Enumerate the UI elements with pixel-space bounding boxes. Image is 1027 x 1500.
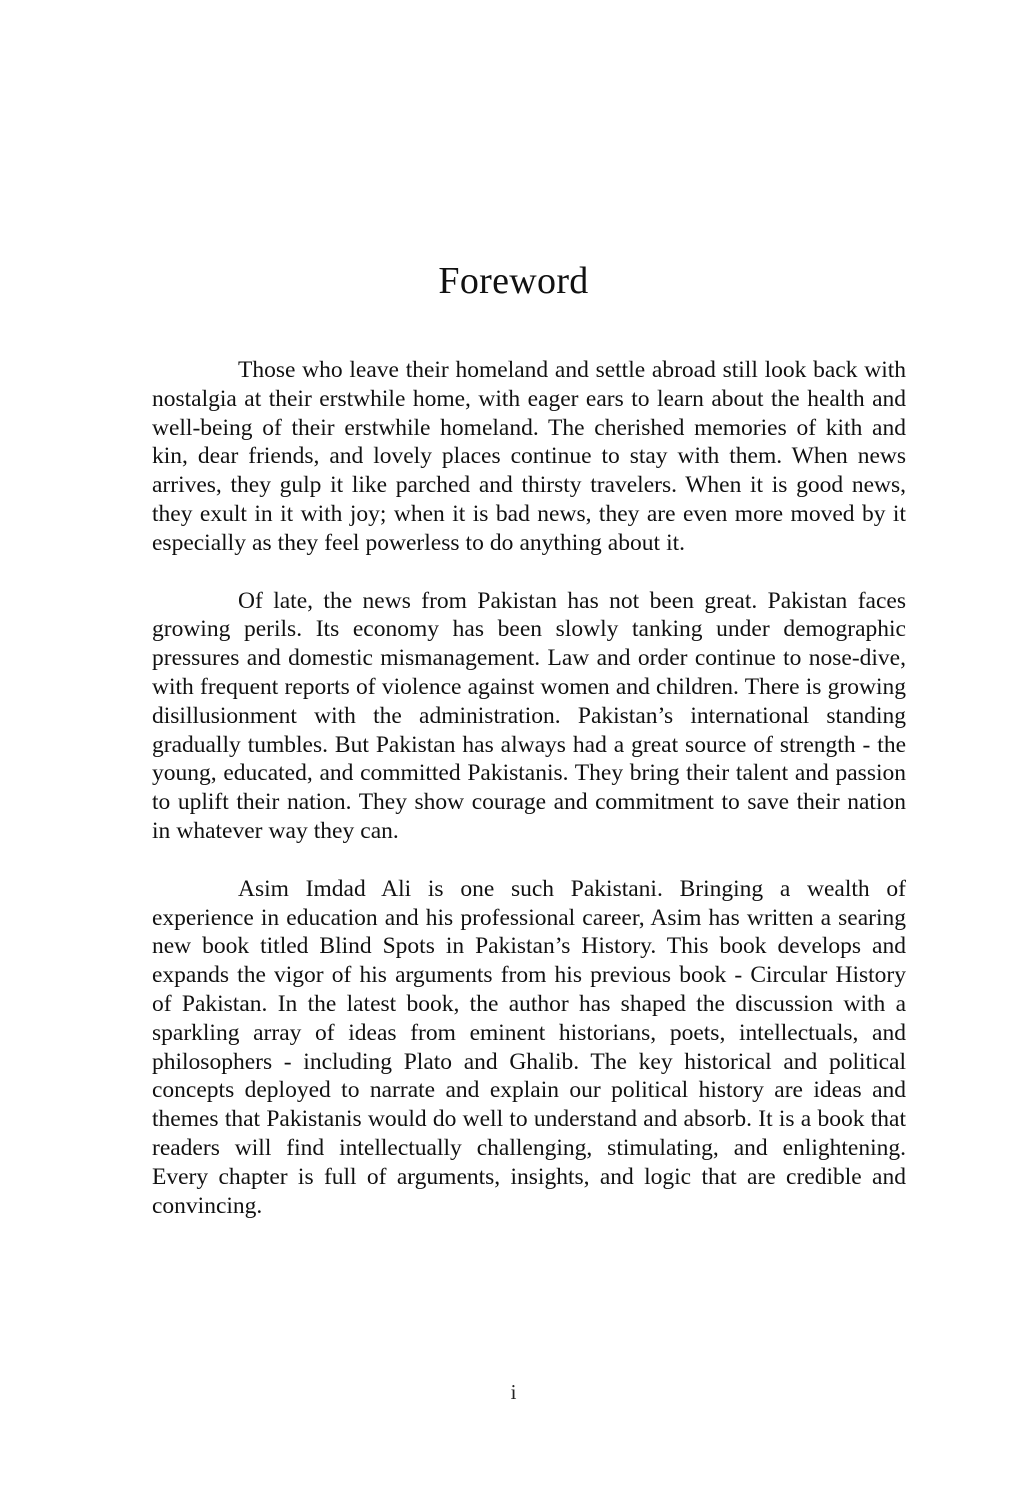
paragraph: Of late, the news from Pakistan has not been great. Pakistan faces growing perils. Its economy has been slowly tanking under demographic pressures and domestic mismanagement. Law and order continue to nose-dive, with frequent reports of violence against women and children. There is growing disillusionment with the administration. Pakistan’s international standing gradually tumbles. But Pakistan has always had a great source of strength - the young, educated, and committed Pakistanis. They bring their talent and passion to uplift their nation. They show courage and commitment to save their nation in whatever way they can. xyxy=(152,587,906,844)
page-title: Foreword xyxy=(438,260,589,303)
page-number: i xyxy=(510,1380,517,1404)
paragraph: Asim Imdad Ali is one such Pakistani. Bringing a wealth of experience in education and his professional career, Asim has written a searing new book titled Blind Spots in Pakistan’s History. This book develops and expands the vigor of his arguments from his previous book - Circular History of Pakistan. In the latest book, the author has shaped the discussion with a sparkling array of ideas from eminent historians, poets, intellectuals, and philosophers - including Plato and Ghalib. The key historical and political concepts deployed to narrate and explain our political history are ideas and themes that Pakistanis would do well to understand and absorb. It is a book that readers will find intellectually challenging, stimulating, and enlightening. Every chapter is full of arguments, insights, and logic that are credible and convincing. xyxy=(152,875,906,1219)
paragraph: Those who leave their homeland and settle abroad still look back with nostalgia at their erstwhile home, with eager ears to learn about the health and well-being of their erstwhile homeland. The cherished memories of kith and kin, dear friends, and lovely places continue to stay with them. When news arrives, they gulp it like parched and thirsty travelers. When it is good news, they exult in it with joy; when it is bad news, they are even more moved by it especially as they feel powerless to do anything about it. xyxy=(152,357,906,556)
body-text-block xyxy=(152,356,906,1220)
